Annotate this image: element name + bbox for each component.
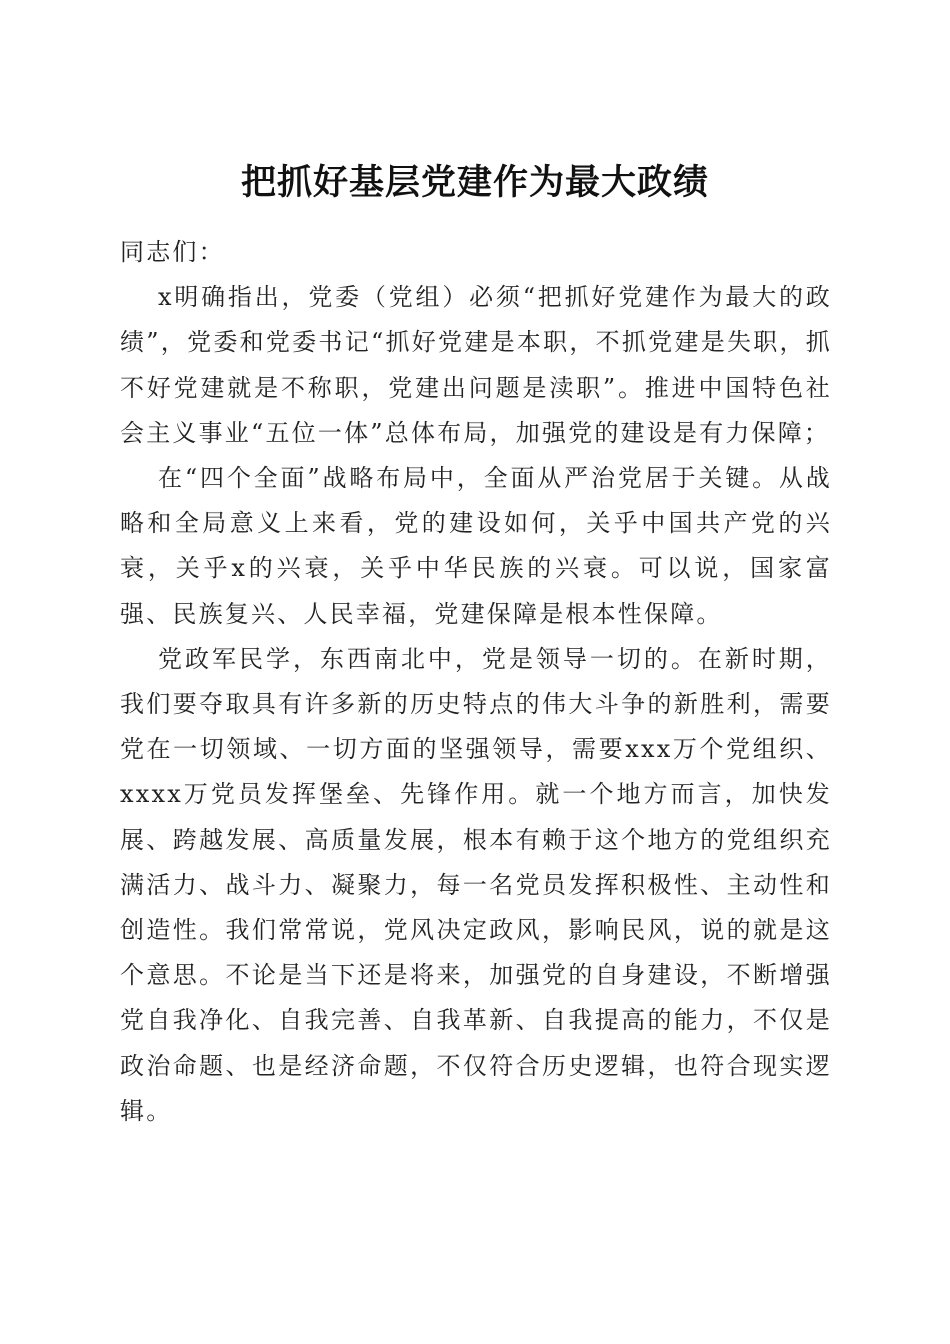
document-body [120,230,832,1134]
paragraph-1: x明确指出，党委（党组）必须“把抓好党建作为最大的政绩”，党委和党委书记“抓好党建是本职，不抓党建是失职，抓不好党建就是不称职，党建出问题是渎职”。推进中国特色社会主义事业“五位一体”总体布局，加强党的建设是有力保障； [120,283,832,447]
salutation: 同志们： [120,238,225,266]
paragraph-2: 在“四个全面”战略布局中，全面从严治党居于关键。从战略和全局意义上来看，党的建设如何，关乎中国共产党的兴衰，关乎x的兴衰，关乎中华民族的兴衰。可以说，国家富强、民族复兴、人民幸福，党建保障是根本性保障。 [120,464,832,628]
paragraph-3: 党政军民学，东西南北中，党是领导一切的。在新时期，我们要夺取具有许多新的历史特点的伟大斗争的新胜利，需要党在一切领域、一切方面的坚强领导，需要xxx万个党组织、xxxx万党员发挥堡垒、先锋作用。就一个地方而言，加快发展、跨越发展、高质量发展，根本有赖于这个地方的党组织充满活力、战斗力、凝聚力，每一名党员发挥积极性、主动性和创造性。我们常常说，党风决定政风，影响民风，说的就是这个意思。不论是当下还是将来，加强党的自身建设，不断增强党自我净化、自我完善、自我革新、自我提高的能力，不仅是政治命题、也是经济命题，不仅符合历史逻辑，也符合现实逻辑。 [120,644,832,1125]
document-title: 把抓好基层党建作为最大政绩 [240,162,709,204]
